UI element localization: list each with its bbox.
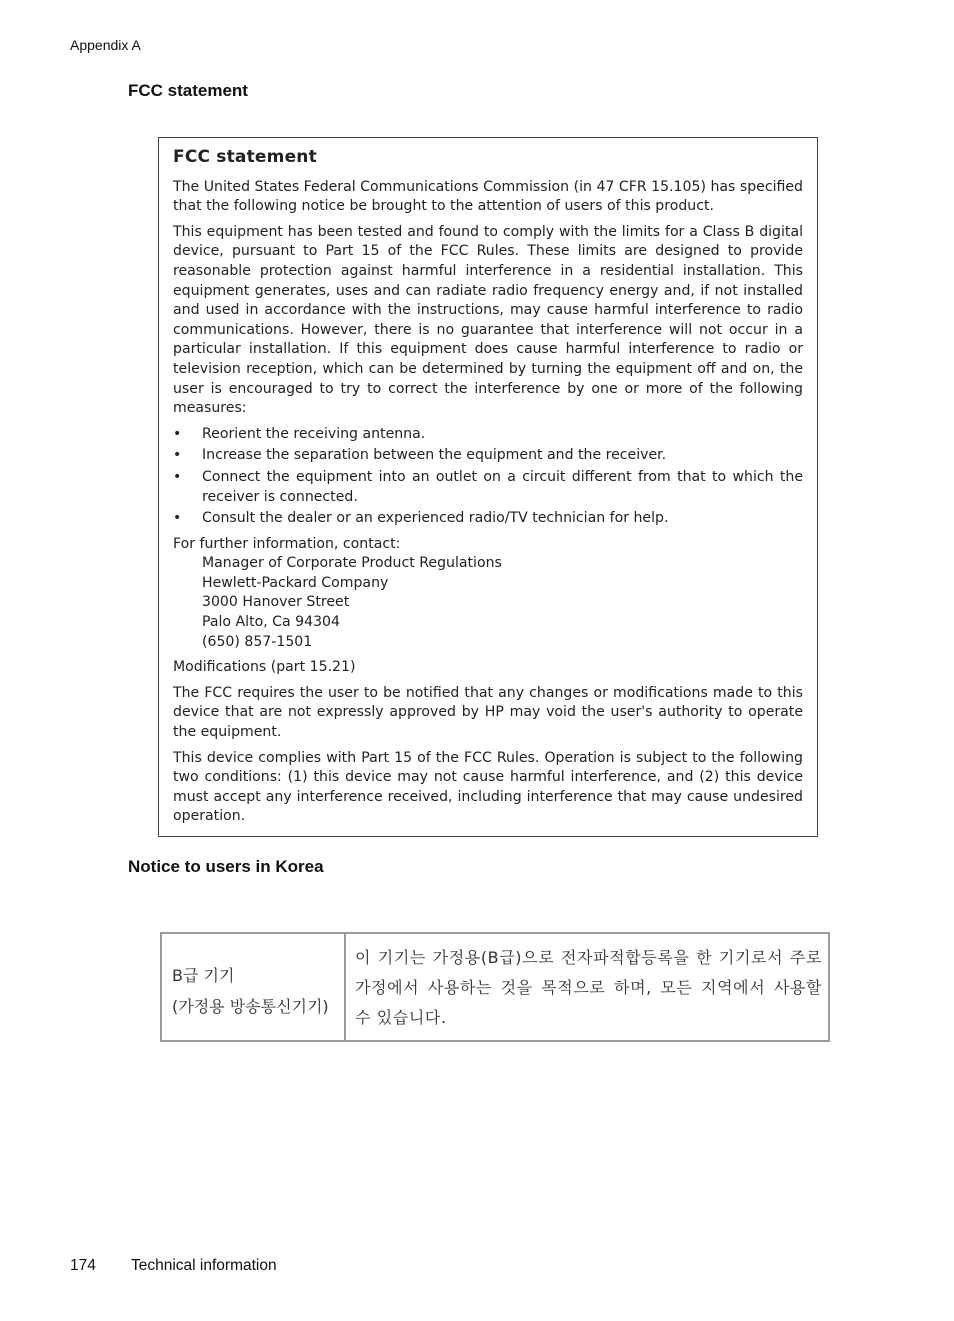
bullet-icon: • — [173, 510, 182, 527]
list-item-text: Reorient the receiving antenna. — [202, 425, 426, 442]
korea-section-heading: Notice to users in Korea — [128, 857, 324, 876]
contact-line: 3000 Hanover Street — [202, 594, 350, 611]
fcc-section-heading: FCC statement — [128, 81, 248, 100]
list-item — [173, 446, 803, 466]
contact-intro: For further information, contact: — [173, 535, 401, 552]
contact-line: Manager of Corporate Product Regulations — [202, 555, 502, 572]
fcc-paragraph-4: This device complies with Part 15 of the FCC Rules. Operation is subject to the following two conditions: (1) this device may not cause harmful interference, and (2) this device must accept any interference received, including interference that may cause undesired operation. — [173, 749, 803, 825]
measures-list — [173, 425, 803, 529]
list-item — [173, 425, 803, 445]
korea-class-cell — [162, 934, 346, 1040]
contact-address — [173, 554, 803, 652]
contact-line: Palo Alto, Ca 94304 — [202, 614, 340, 631]
footer-title: Technical information — [131, 1257, 277, 1274]
korea-notice-text: 이 기기는 가정용(B급)으로 전자파적합등록을 한 기기로서 주로 가정에서 사용하는 것을 목적으로 하며, 모든 지역에서 사용할 수 있습니다. — [355, 948, 822, 1027]
list-item-text: Increase the separation between the equipment and the receiver. — [202, 447, 667, 464]
fcc-box-title: FCC statement — [173, 147, 317, 167]
bullet-icon: • — [173, 425, 182, 442]
korea-class-sublabel: (가정용 방송통신기기) — [172, 997, 329, 1016]
running-head: Appendix A — [70, 37, 141, 53]
fcc-paragraph-3: The FCC requires the user to be notified that any changes or modifications made to this device that are not expressly approved by HP may void the user's authority to operate the equipment. — [173, 684, 803, 741]
fcc-paragraph-2: This equipment has been tested and found to comply with the limits for a Class B digital device, pursuant to Part 15 of the FCC Rules. These limits are designed to provide reasonable protection against harmful interference in a residential installation. This equipment generates, uses and can radiate radio frequency energy and, if not installed and used in accordance with the instructions, may cause harmful interference to radio communications. However, there is no guarantee that interference will not occur in a particular installation. If this equipment does cause harmful interference to radio or television reception, which can be determined by turning the equipment off and on, the user is encouraged to try to correct the interference by one or more of the following measures: — [173, 223, 803, 417]
list-item-text: Consult the dealer or an experienced radio/TV technician for help. — [202, 510, 669, 527]
bullet-icon: • — [173, 468, 182, 485]
page-number: 174 — [70, 1257, 96, 1274]
contact-line: (650) 857-1501 — [202, 633, 313, 650]
korea-notice-box — [160, 932, 830, 1042]
list-item — [173, 468, 803, 507]
fcc-paragraph-1: The United States Federal Communications Commission (in 47 CFR 15.105) has specified that the following notice be brought to the attention of users of this product. — [173, 178, 803, 215]
korea-class-label: B급 기기 — [172, 966, 235, 985]
fcc-statement-box — [158, 137, 818, 837]
list-item — [173, 509, 803, 529]
contact-line: Hewlett-Packard Company — [202, 574, 389, 591]
bullet-icon: • — [173, 447, 182, 464]
modifications-heading: Modifications (part 15.21) — [173, 659, 356, 676]
list-item-text: Connect the equipment into an outlet on a circuit different from that to which the receiver is connected. — [202, 468, 803, 505]
